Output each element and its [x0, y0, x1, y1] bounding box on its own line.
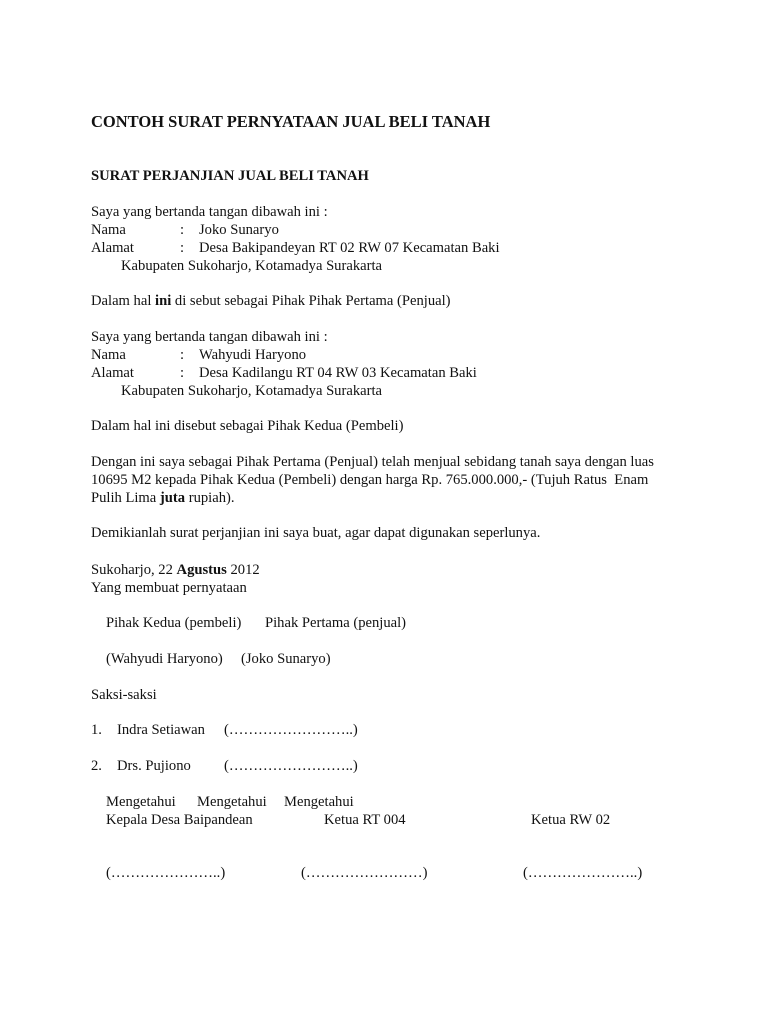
witness-2-number: 2. [91, 758, 102, 774]
witness-2-name: Drs. Pujiono [117, 758, 191, 774]
witness-1-name: Indra Setiawan [117, 722, 205, 738]
mengetahui-1: Mengetahui [106, 794, 176, 810]
party2-nama: Wahyudi Haryono [199, 347, 307, 363]
ketua-rt-signature-blank: (……………………) [301, 865, 428, 881]
ketua-rw-signature-blank: (…………………..) [523, 865, 643, 881]
date-month: Agustus [176, 562, 227, 578]
document-subtitle: SURAT PERJANJIAN JUAL BELI TANAH [91, 168, 369, 184]
witnesses-heading: Saksi-saksi [91, 687, 157, 703]
party1-alamat-line1: Desa Bakipandeyan RT 02 RW 07 Kecamatan Baki [199, 240, 500, 256]
party2-alamat-label: Alamat [91, 365, 134, 381]
party1-role [91, 292, 451, 310]
party2-alamat-colon: : [180, 365, 185, 381]
body-line1: Dengan ini saya sebagai Pihak Pertama (Penjual) telah menjual sebidang tanah saya dengan luas [91, 454, 654, 470]
body-line2: 10695 M2 kepada Pihak Kedua (Pembeli) dengan harga Rp. 765.000.000,- (Tujuh Ratus Enam [91, 472, 649, 488]
body-line3 [91, 489, 235, 507]
party1-intro: Saya yang bertanda tangan dibawah ini : [91, 204, 328, 220]
mengetahui-2: Mengetahui [197, 794, 267, 810]
ketua-rw-label: Ketua RW 02 [531, 812, 611, 828]
party2-intro: Saya yang bertanda tangan dibawah ini : [91, 329, 328, 345]
party2-nama-colon: : [180, 347, 185, 363]
witness-1-number: 1. [91, 722, 102, 738]
signature-name-kedua: (Wahyudi Haryono) [106, 651, 223, 667]
body-line3-bold: juta [159, 490, 186, 506]
party1-role-bold: ini [155, 293, 172, 309]
party1-nama-label: Nama [91, 222, 126, 238]
party2-alamat-line2: Kabupaten Sukoharjo, Kotamadya Surakarta [121, 383, 382, 399]
date-pre: Sukoharjo, 22 [91, 562, 177, 578]
maker-label: Yang membuat pernyataan [91, 580, 247, 596]
closing-statement: Demikianlah surat perjanjian ini saya buat, agar dapat digunakan seperlunya. [91, 525, 541, 541]
party1-nama-colon: : [180, 222, 185, 238]
kepala-desa-signature-blank: (…………………..) [106, 865, 226, 881]
party1-role-post: di sebut sebagai Pihak Pihak Pertama (Penjual) [171, 293, 451, 309]
party2-nama-label: Nama [91, 347, 126, 363]
date-post: 2012 [226, 562, 260, 578]
mengetahui-3: Mengetahui [284, 794, 354, 810]
party1-nama: Joko Sunaryo [199, 222, 279, 238]
witness-1-signature-blank: (……………………..) [224, 722, 358, 738]
place-date [91, 561, 260, 579]
party1-alamat-label: Alamat [91, 240, 134, 256]
document-title: CONTOH SURAT PERNYATAAN JUAL BELI TANAH [91, 112, 491, 131]
signature-pihak-pertama: Pihak Pertama (penjual) [265, 615, 407, 631]
signature-pihak-kedua: Pihak Kedua (pembeli) [106, 615, 242, 631]
party1-alamat-line2: Kabupaten Sukoharjo, Kotamadya Surakarta [121, 258, 382, 274]
party1-role-pre: Dalam hal [91, 293, 156, 309]
kepala-desa-label: Kepala Desa Baipandean [106, 812, 253, 828]
body-line3-pre: Pulih Lima [91, 490, 160, 506]
ketua-rt-label: Ketua RT 004 [324, 812, 406, 828]
witness-2-signature-blank: (……………………..) [224, 758, 358, 774]
party2-alamat-line1: Desa Kadilangu RT 04 RW 03 Kecamatan Baki [199, 365, 477, 381]
body-line3-post: rupiah). [185, 490, 235, 506]
party1-alamat-colon: : [180, 240, 185, 256]
party2-role: Dalam hal ini disebut sebagai Pihak Kedua (Pembeli) [91, 418, 404, 434]
signature-name-pertama: (Joko Sunaryo) [241, 651, 331, 667]
